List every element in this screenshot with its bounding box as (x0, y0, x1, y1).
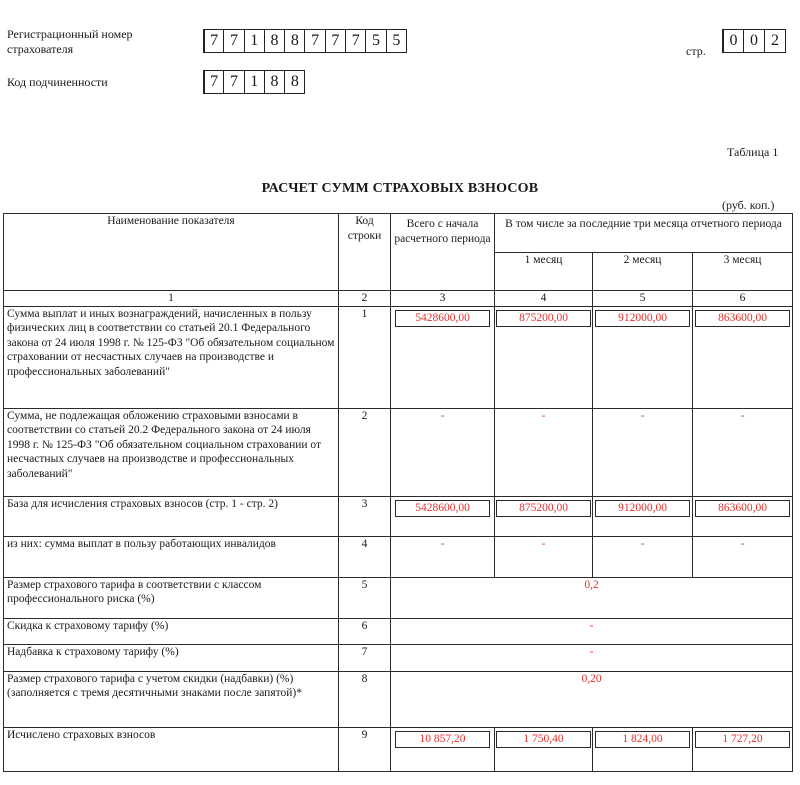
table-row (4, 644, 793, 671)
value-month-2: 912000,00 (595, 500, 690, 517)
table-row (4, 618, 793, 644)
table-row (4, 671, 793, 727)
row-code: 4 (339, 536, 391, 577)
row-name: База для исчисления страховых взносов (стр. 1 - стр. 2) (4, 496, 339, 536)
row-code: 9 (339, 727, 391, 771)
reg-number-digit: 7 (203, 29, 224, 53)
table-row (4, 727, 793, 771)
table-number-label: Таблица 1 (727, 145, 779, 159)
table-row (4, 536, 793, 577)
row-code: 5 (339, 577, 391, 618)
value-merged: 0,20 (391, 671, 793, 727)
row-code: 6 (339, 618, 391, 644)
value-month-2: 1 824,00 (595, 731, 690, 748)
col-header-month-2: 2 месяц (593, 253, 693, 291)
insurance-calc-table (3, 213, 793, 772)
value-month-1: 875200,00 (496, 310, 591, 327)
col-header-month-3: 3 месяц (693, 253, 793, 291)
col-num: 2 (339, 291, 391, 307)
page-number-digit: 0 (722, 29, 744, 53)
table-row (4, 408, 793, 496)
table-row (4, 306, 793, 408)
page-number-cells (722, 29, 786, 53)
reg-number-digit: 5 (365, 29, 386, 53)
row-name: Исчислено страховых взносов (4, 727, 339, 771)
row-name: из них: сумма выплат в пользу работающих инвалидов (4, 536, 339, 577)
page-number-digit: 0 (743, 29, 765, 53)
col-header-name: Наименование показателя (4, 214, 339, 291)
page-number-digit: 2 (764, 29, 786, 53)
units-label: (руб. коп.) (722, 198, 775, 212)
row-code: 3 (339, 496, 391, 536)
row-code: 2 (339, 408, 391, 496)
subordination-code-digit: 7 (223, 70, 244, 94)
row-name: Сумма выплат и иных вознаграждений, начисленных в пользу физических лиц в соответствии со статьей 20.1 Федерального закона от 24 июля 1998 г. № 125-ФЗ "Об обязательном социальном страховании от несчастных случаев на производстве и профессиональных заболеваний" (4, 306, 339, 408)
value-month-1: 1 750,40 (496, 731, 591, 748)
value-total: 5428600,00 (395, 500, 490, 517)
subordination-code-digit: 7 (203, 70, 224, 94)
reg-number-digit: 7 (304, 29, 325, 53)
row-name: Надбавка к страховому тарифу (%) (4, 644, 339, 671)
value-month-3: - (693, 408, 793, 496)
col-num: 1 (4, 291, 339, 307)
col-num: 3 (391, 291, 495, 307)
col-num: 6 (693, 291, 793, 307)
subordination-code-cells (203, 70, 305, 94)
reg-number-digit: 7 (345, 29, 366, 53)
value-total: - (391, 536, 495, 577)
value-total: 5428600,00 (395, 310, 490, 327)
value-month-2: - (593, 408, 693, 496)
page-title: РАСЧЕТ СУММ СТРАХОВЫХ ВЗНОСОВ (261, 181, 539, 196)
value-merged: - (391, 644, 793, 671)
value-month-1: - (495, 408, 593, 496)
subordination-code-digit: 1 (244, 70, 265, 94)
value-month-1: 875200,00 (496, 500, 591, 517)
reg-number-digit: 7 (223, 29, 244, 53)
value-total: - (391, 408, 495, 496)
row-name: Сумма, не подлежащая обложению страховыми взносами в соответствии со статьей 20.2 Федерального закона от 24 июля 1998 г. № 125-ФЗ "Об обязательном социальном страховании от несчастных случаев на производстве и профессиональных заболеваний" (4, 408, 339, 496)
row-name: Размер страхового тарифа с учетом скидки (надбавки) (%) (заполняется с тремя десятичными знаками после запятой)* (4, 671, 339, 727)
subordination-code-label: Код подчиненности (7, 75, 108, 89)
col-header-months: В том числе за последние три месяца отчетного периода (495, 214, 793, 253)
reg-number-cells (203, 29, 407, 53)
value-merged: - (391, 618, 793, 644)
column-number-row (4, 291, 793, 307)
value-month-2: 912000,00 (595, 310, 690, 327)
col-num: 4 (495, 291, 593, 307)
reg-number-digit: 8 (284, 29, 305, 53)
value-month-3: - (693, 536, 793, 577)
row-name: Скидка к страховому тарифу (%) (4, 618, 339, 644)
value-month-3: 863600,00 (695, 310, 790, 327)
row-code: 7 (339, 644, 391, 671)
page-label: стр. (686, 44, 706, 58)
value-merged: 0,2 (391, 577, 793, 618)
table-row (4, 496, 793, 536)
value-month-2: - (593, 536, 693, 577)
col-header-total: Всего с начала расчетного периода (391, 214, 495, 291)
reg-number-digit: 8 (264, 29, 285, 53)
reg-number-label: Регистрационный номер страхователя (7, 27, 133, 56)
value-month-3: 1 727,20 (695, 731, 790, 748)
subordination-code-digit: 8 (284, 70, 305, 94)
col-header-month-1: 1 месяц (495, 253, 593, 291)
reg-number-digit: 7 (325, 29, 346, 53)
reg-number-digit: 1 (244, 29, 265, 53)
row-code: 8 (339, 671, 391, 727)
row-name: Размер страхового тарифа в соответствии с классом профессионального риска (%) (4, 577, 339, 618)
row-code: 1 (339, 306, 391, 408)
value-month-3: 863600,00 (695, 500, 790, 517)
value-total: 10 857,20 (395, 731, 490, 748)
col-header-code: Код строки (339, 214, 391, 291)
col-num: 5 (593, 291, 693, 307)
value-month-1: - (495, 536, 593, 577)
reg-number-digit: 5 (386, 29, 407, 53)
table-row (4, 577, 793, 618)
subordination-code-digit: 8 (264, 70, 285, 94)
